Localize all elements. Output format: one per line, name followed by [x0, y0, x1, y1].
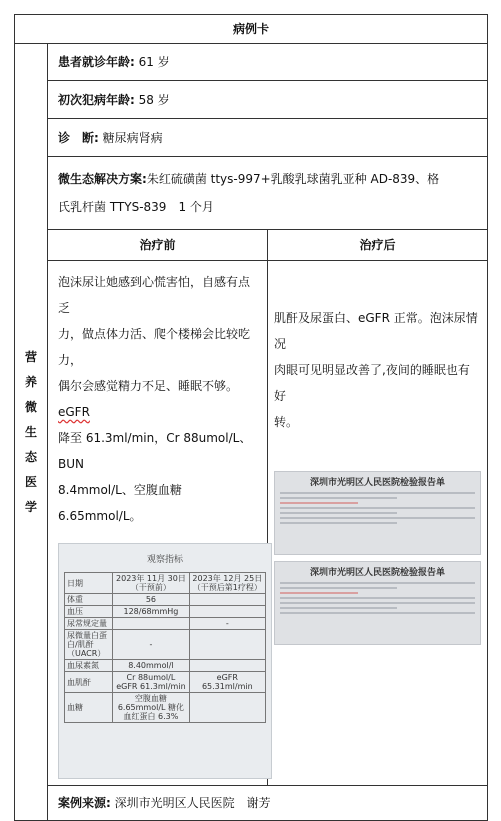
solution-line-1: [58, 165, 477, 193]
diagnosis-value: 糖尿病肾病: [102, 130, 163, 145]
observation-cell: 尿微量白蛋白/肌酐（UACR）: [65, 630, 113, 660]
after-line: 肉眼可见明显改善了,夜间的睡眠也有好: [274, 363, 470, 403]
observation-cell: [189, 606, 265, 618]
observation-sheet-photo: [58, 543, 272, 779]
case-card-table: [14, 14, 488, 821]
observation-cell: 尿常规定量: [65, 618, 113, 630]
diagnosis-row: [48, 119, 488, 157]
age-onset-label: 初次犯病年龄:: [58, 92, 135, 107]
lab-report-title: 深圳市光明区人民医院检验报告单: [310, 568, 446, 578]
observation-cell: [113, 618, 189, 630]
after-header: 治疗后: [268, 230, 488, 261]
observation-cell: [189, 594, 265, 606]
observation-cell: 体重: [65, 594, 113, 606]
case-source-row: [48, 786, 488, 821]
observation-row: [65, 672, 266, 693]
lab-report-photo: [274, 561, 481, 645]
solution-text-2: 氏乳杆菌 TTYS-839 1 个月: [58, 200, 214, 214]
before-line: 力，做点体力活、爬个楼梯会比较吃力，: [58, 327, 251, 367]
observation-row: [65, 630, 266, 660]
before-line: 偶尔会感觉精力不足、睡眠不够。eGFR: [58, 379, 239, 419]
observation-cell: -: [113, 630, 189, 660]
observation-cell: 128/68mmHg: [113, 606, 189, 618]
side-label-char: 微: [24, 399, 37, 414]
solution-label: 微生态解决方案:: [58, 172, 147, 186]
observation-cell: 血压: [65, 606, 113, 618]
observation-cell: Cr 88umol/L eGFR 61.3ml/min: [113, 672, 189, 693]
observation-table: [64, 572, 266, 723]
after-line: 肌酐及尿蛋白、eGFR 正常。泡沫尿情况: [274, 311, 478, 351]
observation-row: [65, 618, 266, 630]
after-text: [274, 305, 481, 435]
observation-cell: [189, 630, 265, 660]
observation-cell: 8.40mmol/l: [113, 660, 189, 672]
observation-header-row: [65, 573, 266, 594]
before-line: 泡沫尿让她感到心慌害怕，自感有点乏: [58, 275, 251, 315]
observation-row: [65, 594, 266, 606]
before-cell: [48, 261, 268, 786]
lab-report-photos: [274, 471, 481, 645]
observation-cell: -: [189, 618, 265, 630]
after-cell: [268, 261, 488, 786]
side-label-char: 营: [24, 349, 37, 364]
observation-cell: 56: [113, 594, 189, 606]
observation-cell: 空腹血糖 6.65mmol/L 糖化血红蛋白 6.3%: [113, 693, 189, 723]
diagnosis-label: 诊 断:: [58, 130, 99, 145]
observation-cell: 血肌酐: [65, 672, 113, 693]
side-label-char: 医: [24, 474, 37, 489]
observation-row: [65, 693, 266, 723]
observation-cell: eGFR 65.31ml/min: [189, 672, 265, 693]
observation-sheet-title: 观察指标: [146, 555, 183, 565]
card-title: 病例卡: [15, 15, 488, 44]
side-label: [15, 44, 48, 821]
age-visit-value: 61 岁: [138, 55, 170, 69]
case-source-label: 案例来源:: [58, 796, 111, 810]
after-line: 转。: [274, 415, 299, 429]
before-header: 治疗前: [48, 230, 268, 261]
observation-header: 2023年 12月 25日（干预后第1疗程）: [189, 573, 265, 594]
observation-cell: 血糖: [65, 693, 113, 723]
case-source-value: 深圳市光明区人民医院 谢芳: [114, 796, 271, 810]
before-line: 降至 61.3ml/min，Cr 88umol/L、BUN: [58, 431, 252, 471]
lab-report-photo: [274, 471, 481, 555]
lab-report-title: 深圳市光明区人民医院检验报告单: [310, 478, 446, 488]
observation-row: [65, 660, 266, 672]
observation-header: 2023年 11月 30日（干预前）: [113, 573, 189, 594]
age-onset-row: [48, 81, 488, 119]
age-onset-value: 58 岁: [138, 92, 170, 107]
solution-row: [48, 157, 488, 230]
observation-header: 日期: [65, 573, 113, 594]
observation-cell: [189, 693, 265, 723]
observation-cell: [189, 660, 265, 672]
before-text: [58, 269, 261, 529]
side-label-char: 养: [24, 374, 37, 389]
age-visit-row: [48, 44, 488, 81]
side-label-char: 学: [24, 499, 37, 514]
age-visit-label: 患者就诊年龄:: [58, 55, 135, 69]
observation-cell: 血尿素氮: [65, 660, 113, 672]
before-line: 8.4mmol/L、空腹血糖 6.65mmol/L。: [58, 483, 182, 523]
observation-row: [65, 606, 266, 618]
side-label-char: 生: [24, 424, 37, 439]
egfr-term: eGFR: [58, 405, 90, 419]
solution-text-1: 朱红硫磺菌 ttys-997+乳酸乳球菌乳亚种 AD-839、格: [146, 172, 440, 186]
side-label-char: 态: [24, 449, 37, 464]
